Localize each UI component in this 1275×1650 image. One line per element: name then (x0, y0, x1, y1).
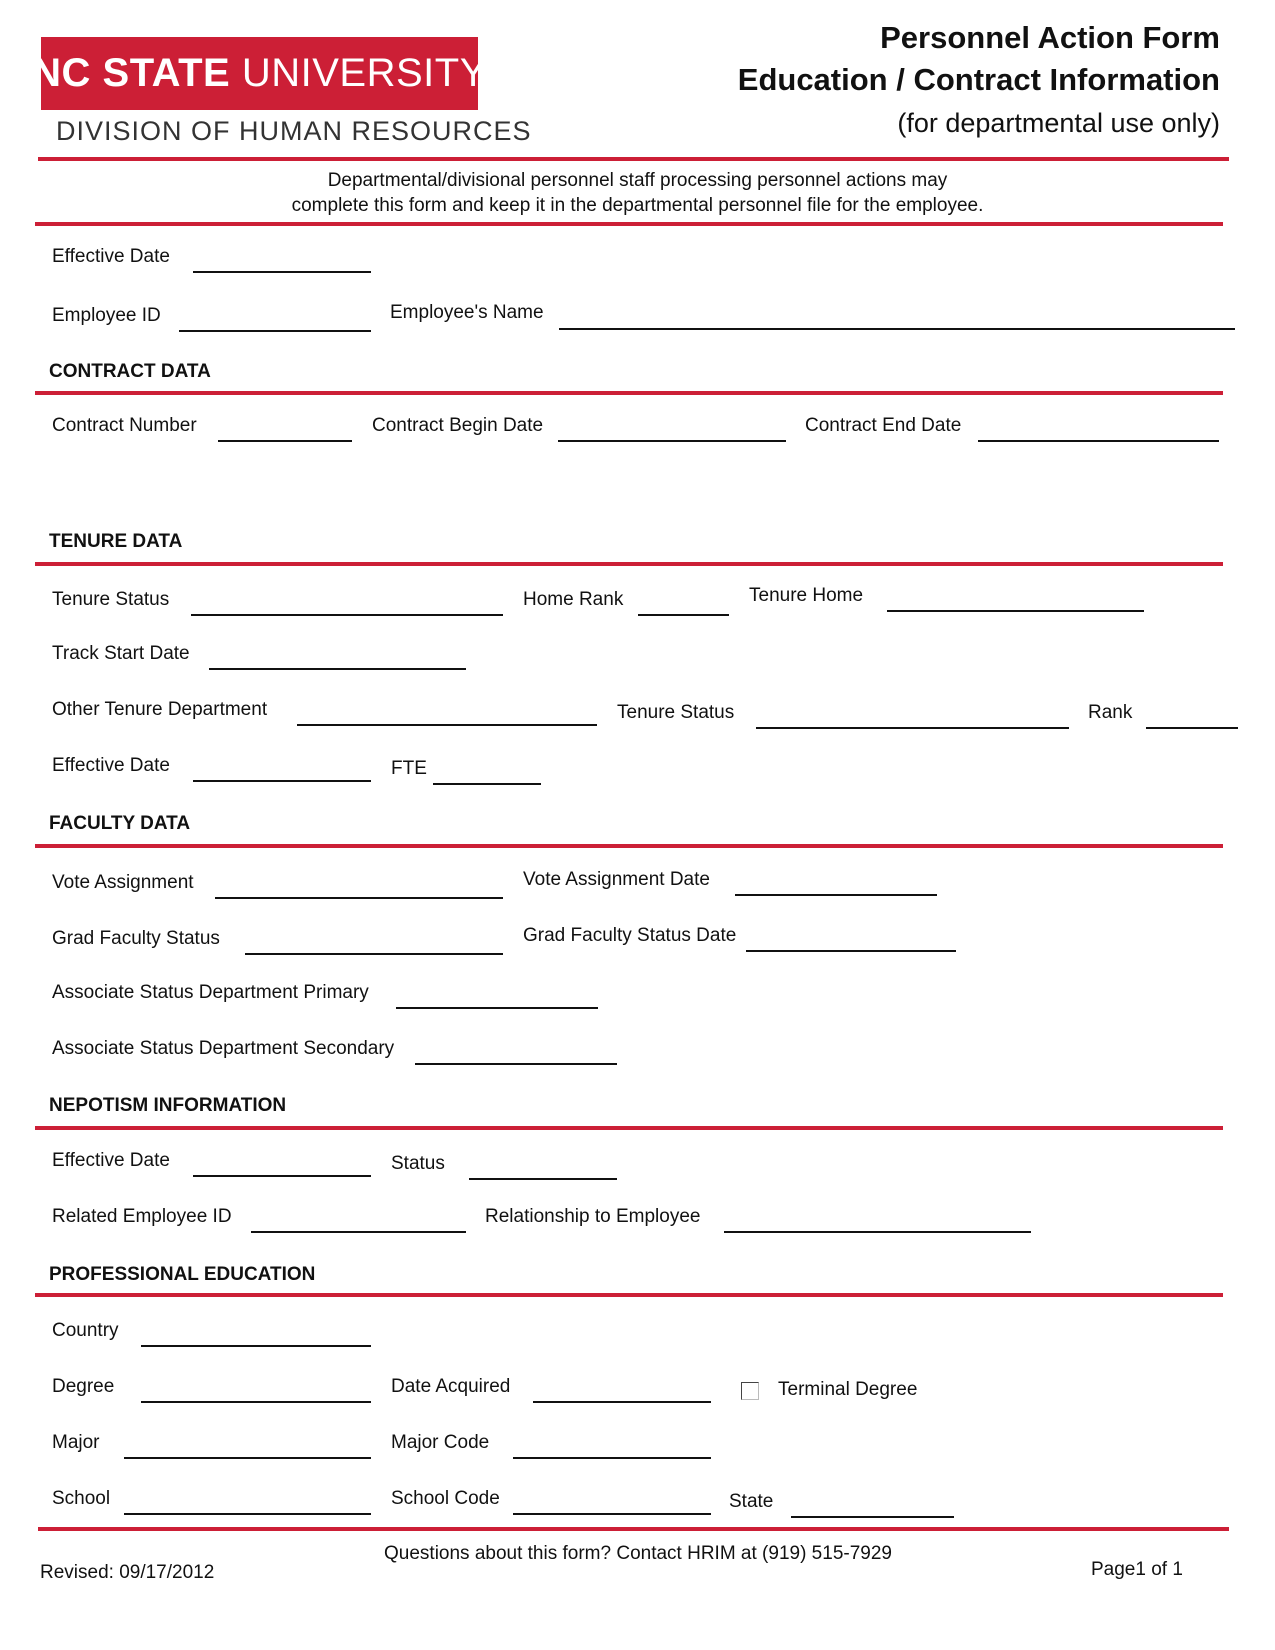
other-tenure-department-field[interactable] (297, 704, 597, 726)
form-title: Personnel Action Form (880, 20, 1220, 55)
degree-label: Degree (52, 1376, 115, 1397)
relationship-field[interactable] (724, 1211, 1031, 1233)
logo-light-text: UNIVERSITY (241, 51, 487, 95)
associate-status-primary-field[interactable] (396, 987, 598, 1009)
revised-date: Revised: 09/17/2012 (40, 1562, 215, 1583)
faculty-data-heading: FACULTY DATA (49, 813, 191, 834)
vote-assignment-date-field[interactable] (735, 874, 937, 896)
major-code-field[interactable] (513, 1437, 711, 1459)
tenure-effective-date-field[interactable] (193, 760, 371, 782)
tenure-effective-date-label: Effective Date (52, 755, 170, 776)
related-employee-id-field[interactable] (251, 1211, 466, 1233)
major-label: Major (52, 1432, 100, 1453)
intro-line-1: Departmental/divisional personnel staff processing personnel actions may (327, 170, 948, 191)
intro-divider (35, 222, 1223, 226)
track-start-date-field[interactable] (209, 648, 466, 670)
country-label: Country (52, 1320, 119, 1341)
employee-name-label: Employee's Name (390, 302, 544, 323)
contract-data-heading: CONTRACT DATA (49, 361, 211, 382)
nepotism-status-label: Status (391, 1153, 445, 1174)
nepotism-effective-date-field[interactable] (193, 1155, 371, 1177)
vote-assignment-field[interactable] (215, 877, 503, 899)
grad-faculty-status-label: Grad Faculty Status (52, 928, 220, 949)
contract-begin-date-field[interactable] (558, 420, 786, 442)
contract-number-field[interactable] (218, 420, 352, 442)
page-number: Page1 of 1 (1091, 1559, 1183, 1580)
tenure-status-field[interactable] (191, 594, 503, 616)
logo-subtitle: DIVISION OF HUMAN RESOURCES (56, 116, 532, 146)
professional-education-heading: PROFESSIONAL EDUCATION (49, 1264, 316, 1285)
contract-end-date-label: Contract End Date (805, 415, 962, 436)
country-field[interactable] (141, 1325, 371, 1347)
school-field[interactable] (124, 1493, 371, 1515)
effective-date-label: Effective Date (52, 246, 170, 267)
university-logo (32, 37, 487, 110)
faculty-divider (35, 844, 1223, 848)
contract-number-label: Contract Number (52, 415, 197, 436)
rank-field[interactable] (1146, 707, 1238, 729)
tenure-home-label: Tenure Home (749, 585, 864, 606)
intro-text (0, 168, 1275, 218)
home-rank-label: Home Rank (523, 589, 624, 610)
contract-end-date-field[interactable] (978, 420, 1219, 442)
vote-assignment-date-label: Vote Assignment Date (523, 869, 710, 890)
major-field[interactable] (124, 1437, 371, 1459)
date-acquired-label: Date Acquired (391, 1376, 511, 1397)
track-start-date-label: Track Start Date (52, 643, 190, 664)
contact-info: Questions about this form? Contact HRIM at (919) 515-7929 (384, 1543, 892, 1564)
nepotism-divider (35, 1126, 1223, 1130)
state-field[interactable] (791, 1496, 954, 1518)
major-code-label: Major Code (391, 1432, 490, 1453)
relationship-label: Relationship to Employee (485, 1206, 701, 1227)
other-tenure-department-label: Other Tenure Department (52, 699, 268, 720)
degree-field[interactable] (141, 1381, 371, 1403)
terminal-degree-checkbox[interactable] (741, 1382, 759, 1400)
tenure-status-2-field[interactable] (756, 707, 1069, 729)
header-divider (38, 157, 1229, 161)
employee-id-field[interactable] (179, 310, 371, 332)
effective-date-field[interactable] (193, 251, 371, 273)
fte-label: FTE (391, 758, 427, 779)
logo-bold-text: NC STATE (32, 51, 231, 95)
school-label: School (52, 1488, 111, 1509)
associate-status-primary-label: Associate Status Department Primary (52, 982, 369, 1003)
contract-divider (35, 391, 1223, 395)
school-code-label: School Code (391, 1488, 500, 1509)
grad-faculty-status-date-label: Grad Faculty Status Date (523, 925, 737, 946)
contract-begin-date-label: Contract Begin Date (372, 415, 544, 436)
tenure-home-field[interactable] (887, 590, 1144, 612)
grad-faculty-status-field[interactable] (245, 933, 503, 955)
intro-line-2: complete this form and keep it in the departmental personnel file for the employee. (291, 195, 984, 216)
grad-faculty-status-date-field[interactable] (746, 930, 956, 952)
tenure-status-label: Tenure Status (52, 589, 170, 610)
nepotism-status-field[interactable] (469, 1158, 617, 1180)
vote-assignment-label: Vote Assignment (52, 872, 194, 893)
form-note: (for departmental use only) (897, 108, 1220, 138)
nepotism-effective-date-label: Effective Date (52, 1150, 170, 1171)
form-subtitle: Education / Contract Information (737, 62, 1220, 97)
tenure-divider (35, 562, 1223, 566)
tenure-data-heading: TENURE DATA (49, 531, 183, 552)
terminal-degree-label: Terminal Degree (778, 1379, 918, 1400)
rank-label: Rank (1088, 702, 1133, 723)
tenure-status-2-label: Tenure Status (617, 702, 735, 723)
footer-divider (38, 1527, 1229, 1531)
associate-status-secondary-field[interactable] (415, 1043, 617, 1065)
nepotism-heading: NEPOTISM INFORMATION (49, 1095, 287, 1116)
date-acquired-field[interactable] (533, 1381, 711, 1403)
state-label: State (729, 1491, 774, 1512)
school-code-field[interactable] (513, 1493, 711, 1515)
fte-field[interactable] (433, 763, 541, 785)
employee-id-label: Employee ID (52, 305, 161, 326)
associate-status-secondary-label: Associate Status Department Secondary (52, 1038, 395, 1059)
employee-name-field[interactable] (559, 308, 1235, 330)
home-rank-field[interactable] (638, 594, 729, 616)
related-employee-id-label: Related Employee ID (52, 1206, 232, 1227)
education-divider (35, 1293, 1223, 1297)
